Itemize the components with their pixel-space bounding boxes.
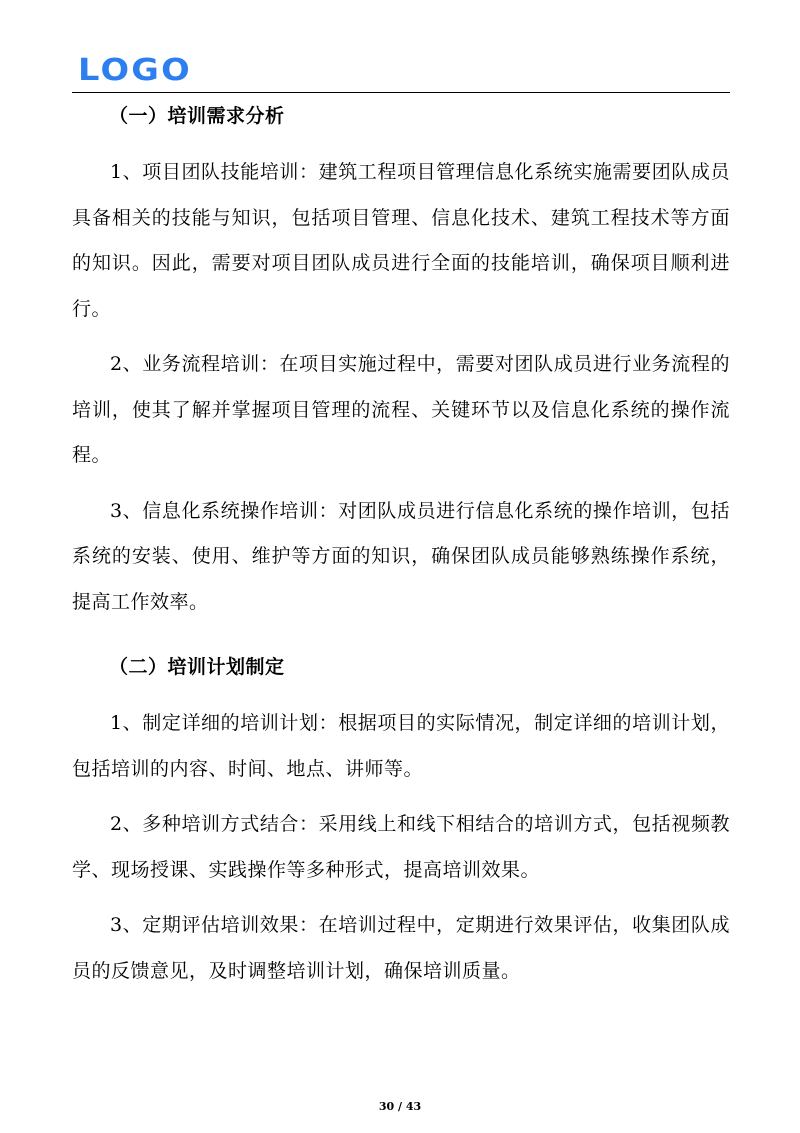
paragraph: 2、业务流程培训：在项目实施过程中，需要对团队成员进行业务流程的培训，使其了解并掌握项目管理的流程、关键环节以及信息化系统的操作流程。 [72, 353, 730, 466]
document-body [72, 92, 730, 994]
paragraph: 1、制定详细的培训计划：根据项目的实际情况，制定详细的培训计划，包括培训的内容、时间、地点、讲师等。 [72, 712, 730, 780]
section-heading: （一）培训需求分析 [109, 105, 285, 127]
paragraph: 2、多种培训方式结合：采用线上和线下相结合的培训方式，包括视频教学、现场授课、实践操作等多种形式，提高培训效果。 [72, 813, 730, 881]
logo: LOGO [78, 53, 192, 88]
paragraph: 1、项目团队技能培训：建筑工程项目管理信息化系统实施需要团队成员具备相关的技能与知识，包括项目管理、信息化技术、建筑工程技术等方面的知识。因此，需要对项目团队成员进行全面的技能培训，确保项目顺利进行。 [72, 161, 730, 320]
paragraph: 3、信息化系统操作培训：对团队成员进行信息化系统的操作培训，包括系统的安装、使用、维护等方面的知识，确保团队成员能够熟练操作系统，提高工作效率。 [72, 499, 730, 613]
page-header [72, 52, 730, 92]
page-number: 30 / 43 [378, 1100, 422, 1113]
section-heading: （二）培训计划制定 [109, 656, 285, 678]
paragraph: 3、定期评估培训效果：在培训过程中，定期进行效果评估，收集团队成员的反馈意见，及时调整培训计划，确保培训质量。 [72, 914, 730, 982]
